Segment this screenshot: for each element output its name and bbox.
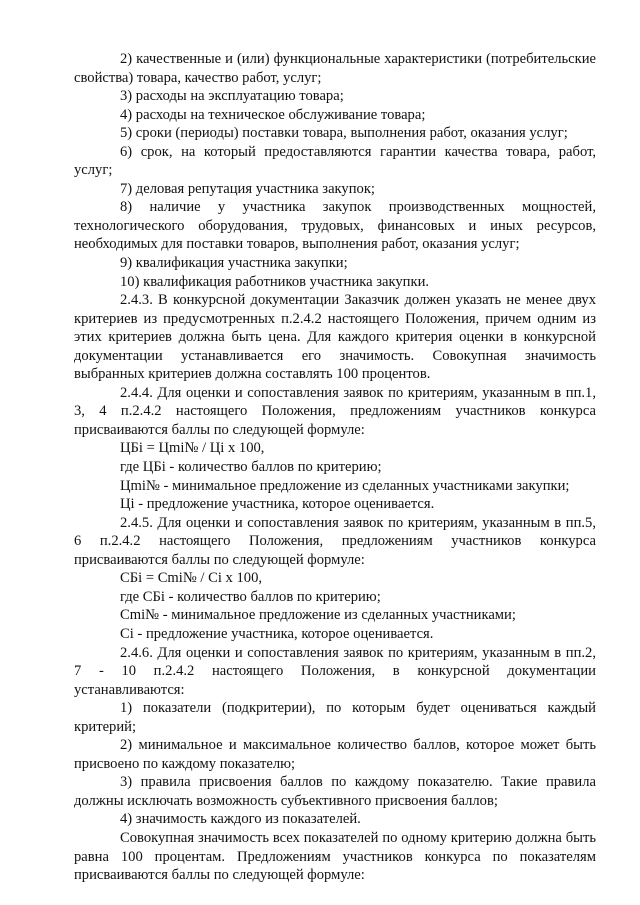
list-item: 3) правила присвоения баллов по каждому показателю. Такие правила должны исключать возможность субъективного присвоения баллов; bbox=[74, 774, 596, 809]
formula-definition: где СБi - количество баллов по критерию; bbox=[120, 588, 381, 605]
list-item: 7) деловая репутация участника закупок; bbox=[120, 180, 375, 197]
list-item: 9) квалификация участника закупки; bbox=[120, 255, 348, 272]
formula: ЦБi = Цmi№ / Цi x 100, bbox=[120, 440, 265, 457]
paragraph: 2.4.5. Для оценки и сопоставления заявок по критериям, указанным в пп.5, 6 п.2.4.2 настоящего Положения, предложениям участников конкурса присваиваются баллы по следующей формуле: bbox=[74, 514, 596, 568]
formula-definition: Цi - предложение участника, которое оценивается. bbox=[120, 496, 435, 513]
paragraph: 2.4.4. Для оценки и сопоставления заявок по критериям, указанным в пп.1, 3, 4 п.2.4.2 настоящего Положения, предложениям участников конкурса присваиваются баллы по следующей формуле: bbox=[74, 384, 596, 438]
paragraph: 2.4.3. В конкурсной документации Заказчик должен указать не менее двух критериев из предусмотренных п.2.4.2 настоящего Положения, причем одним из этих критериев должна быть цена. Для каждого критерия оценки в конкурсной документации устанавливается его значимость. Совокупная значимость выбранных критериев должна составлять 100 процентов. bbox=[74, 292, 596, 383]
paragraph: Совокупная значимость всех показателей по одному критерию должна быть равна 100 процентам. Предложениям участников конкурса по показателям присваиваются баллы по следующей формуле: bbox=[74, 829, 596, 884]
list-item: 2) минимальное и максимальное количество баллов, которое может быть присвоено по каждому показателю; bbox=[74, 737, 596, 772]
formula-definition: Сmi№ - минимальное предложение из сделанных участниками; bbox=[120, 607, 516, 624]
list-item: 10) квалификация работников участника закупки. bbox=[120, 273, 430, 290]
list-item: 2) качественные и (или) функциональные характеристики (потребительские свойства) товара, качество работ, услуг; bbox=[74, 51, 596, 86]
list-item: 4) расходы на техническое обслуживание товара; bbox=[120, 106, 426, 123]
formula-definition: Сi - предложение участника, которое оценивается. bbox=[120, 625, 434, 642]
list-item: 4) значимость каждого из показателей. bbox=[120, 811, 361, 828]
list-item: 1) показатели (подкритерии), по которым будет оцениваться каждый критерий; bbox=[74, 700, 596, 735]
list-item: 3) расходы на эксплуатацию товара; bbox=[120, 88, 344, 105]
document-body bbox=[74, 50, 596, 885]
formula-definition: где ЦБi - количество баллов по критерию; bbox=[120, 459, 382, 476]
list-item: 5) сроки (периоды) поставки товара, выполнения работ, оказания услуг; bbox=[120, 125, 568, 142]
formula: СБi = Сmi№ / Сi x 100, bbox=[120, 570, 263, 587]
formula-definition: Цmi№ - минимальное предложение из сделанных участниками закупки; bbox=[120, 477, 570, 494]
list-item: 8) наличие у участника закупок производственных мощностей, технологического оборудования, трудовых, финансовых и иных ресурсов, необходимых для поставки товаров, выполнения работ, оказания услуг; bbox=[74, 199, 596, 253]
paragraph: 2.4.6. Для оценки и сопоставления заявок по критериям, указанным в пп.2, 7 - 10 п.2.4.2 настоящего Положения, в конкурсной документации устанавливаются: bbox=[74, 644, 596, 698]
list-item: 6) срок, на который предоставляются гарантии качества товара, работ, услуг; bbox=[74, 143, 596, 179]
